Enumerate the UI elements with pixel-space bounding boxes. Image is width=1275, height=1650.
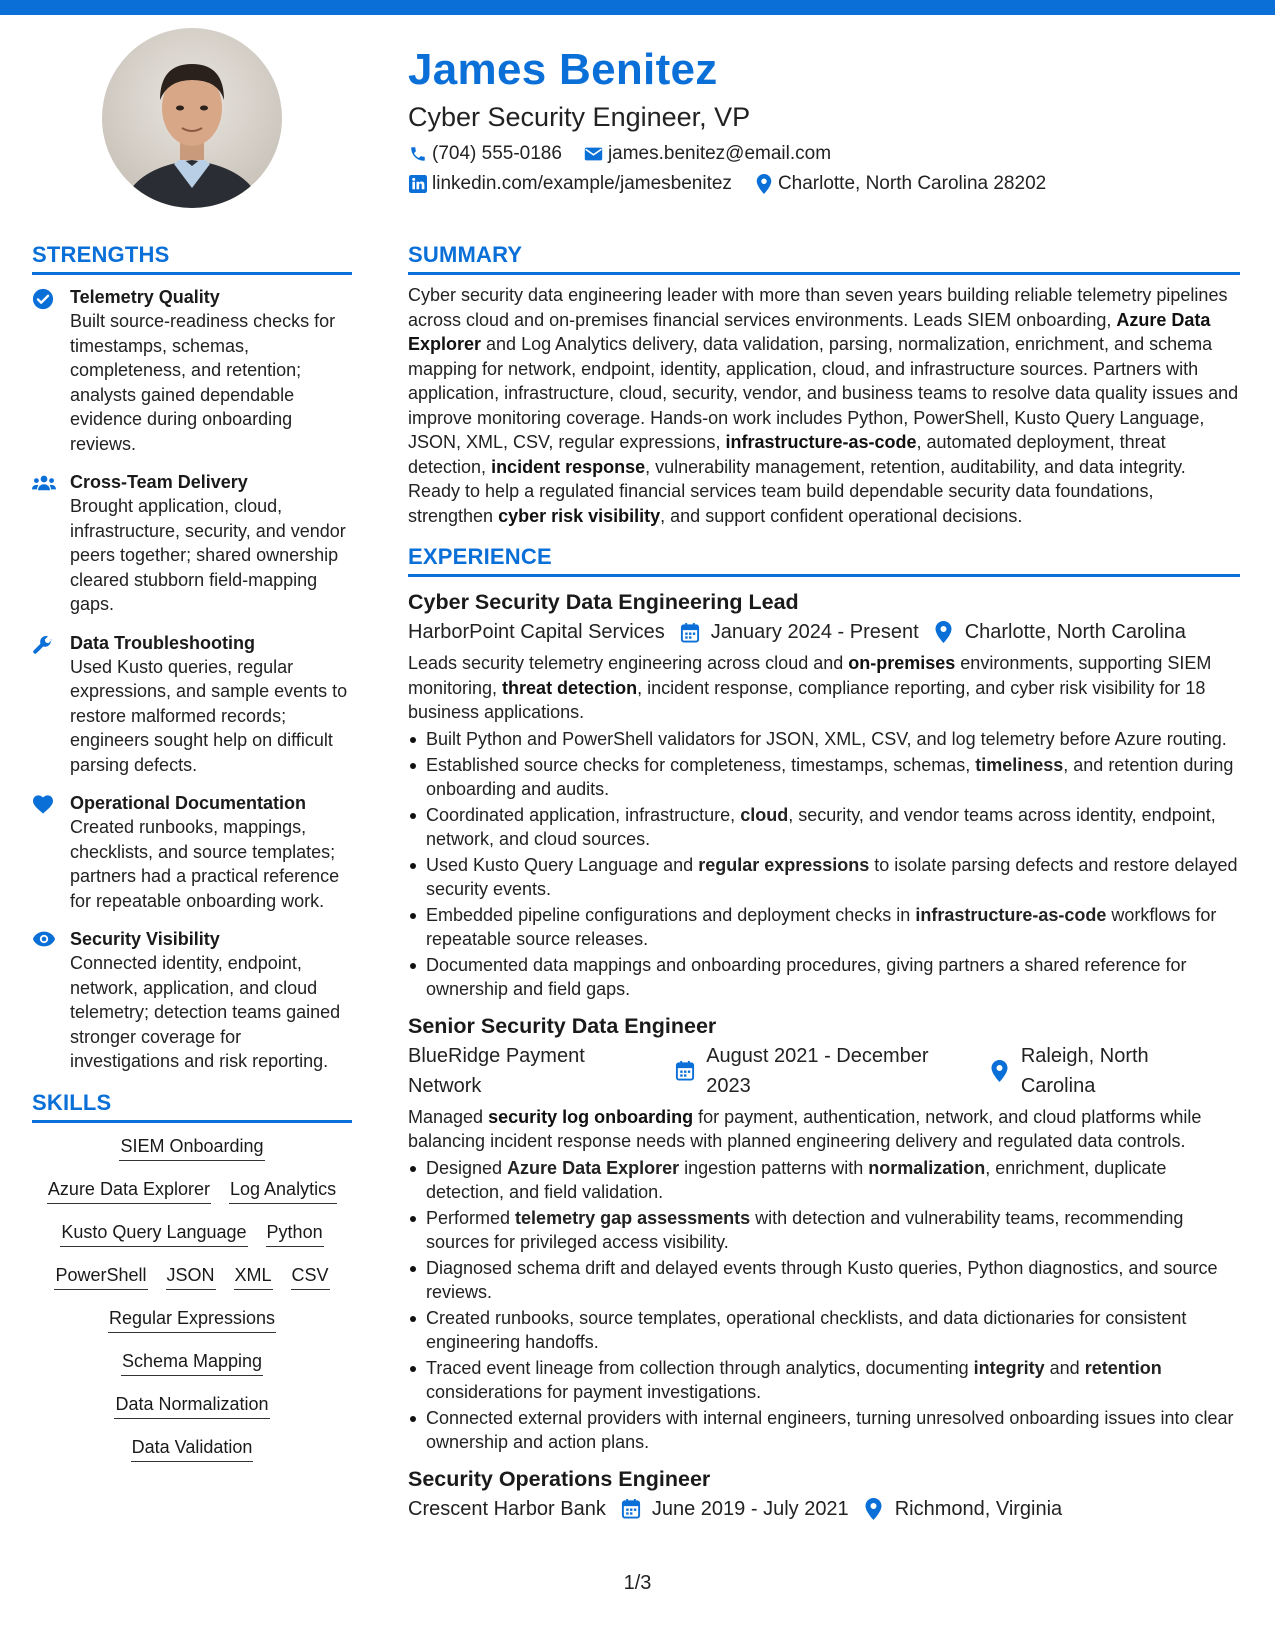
skill-tag: CSV bbox=[291, 1262, 330, 1290]
skill-tag: Regular Expressions bbox=[108, 1305, 276, 1333]
linkedin-icon bbox=[408, 174, 428, 194]
text-run: Built Python and PowerShell validators for JSON, XML, CSV, and log telemetry before Azure routing. bbox=[426, 728, 1227, 749]
strength-item bbox=[32, 927, 352, 1074]
strength-body bbox=[70, 631, 352, 778]
bullet-item bbox=[408, 753, 1240, 801]
job-location-item bbox=[863, 1494, 1063, 1524]
text-run: Performed bbox=[426, 1207, 516, 1228]
strengths-heading: STRENGTHS bbox=[32, 240, 352, 275]
text-run: to isolate parsing defects and restore delayed security events. bbox=[426, 854, 1238, 899]
job-location: Charlotte, North Carolina bbox=[964, 621, 1186, 643]
text-run: Diagnosed schema drift and delayed events through Kusto queries, Python diagnostics, and source reviews. bbox=[426, 1257, 1218, 1302]
top-accent-bar bbox=[0, 0, 1275, 15]
skill-tag: PowerShell bbox=[54, 1262, 147, 1290]
skill-tag: Log Analytics bbox=[229, 1176, 337, 1204]
text-run: Cyber security data engineering leader with more than seven years building reliable telemetry pipelines across cloud and on-premises financial services environments. Leads SIEM onboarding, bbox=[408, 285, 1228, 330]
strength-body bbox=[70, 470, 352, 617]
skill-tag: Kusto Query Language bbox=[60, 1219, 247, 1247]
phone-text: (704) 555-0186 bbox=[432, 143, 562, 164]
map-pin-icon bbox=[933, 621, 955, 643]
job-location: Richmond, Virginia bbox=[894, 1497, 1063, 1520]
text-run: environments, supporting SIEM monitoring, bbox=[408, 653, 1212, 698]
job-meta bbox=[408, 1494, 1240, 1524]
company-name: BlueRidge Payment Network bbox=[408, 1044, 585, 1097]
bullet-item bbox=[408, 727, 1240, 751]
company-name: HarborPoint Capital Services bbox=[408, 621, 665, 643]
page-number: 1/3 bbox=[623, 1572, 652, 1594]
strength-description: Brought application, cloud, infrastructure, security, and vendor peers together; shared ownership cleared stubborn field-mapping gaps. bbox=[70, 496, 346, 614]
bold-text: infrastructure-as-code bbox=[915, 904, 1107, 925]
company-name: Crescent Harbor Bank bbox=[408, 1497, 606, 1520]
strength-item bbox=[32, 285, 352, 456]
text-run: Leads security telemetry engineering across cloud and bbox=[408, 653, 849, 673]
text-run: Created runbooks, source templates, operational checklists, and data dictionaries for consistent engineering handoffs. bbox=[426, 1307, 1187, 1352]
heart-icon bbox=[32, 791, 70, 913]
job-title: Senior Security Data Engineer bbox=[408, 1013, 717, 1038]
jobs-list bbox=[408, 587, 1240, 1524]
strength-name: Operational Documentation bbox=[70, 793, 307, 813]
location-item bbox=[754, 172, 1046, 196]
strength-name: Security Visibility bbox=[70, 929, 220, 949]
bold-text: telemetry gap assessments bbox=[515, 1207, 751, 1228]
strength-description: Created runbooks, mappings, checklists, and source templates; partners had a practical reference for repeatable onboarding work. bbox=[70, 817, 340, 911]
bold-text: normalization bbox=[868, 1157, 986, 1178]
map-pin-icon bbox=[989, 1060, 1011, 1082]
job-location: Raleigh, North Carolina bbox=[1020, 1044, 1149, 1097]
text-run: and bbox=[1044, 1357, 1085, 1378]
skill-tag: JSON bbox=[166, 1262, 216, 1290]
strength-item bbox=[32, 791, 352, 913]
bullet-item bbox=[408, 1156, 1240, 1204]
strength-body bbox=[70, 791, 352, 913]
job-dates: June 2019 - July 2021 bbox=[651, 1497, 849, 1520]
skill-row bbox=[32, 1219, 352, 1247]
profile-photo-image bbox=[102, 28, 282, 208]
strength-name: Cross-Team Delivery bbox=[70, 472, 248, 492]
bold-text: incident response bbox=[491, 456, 646, 477]
text-run: Established source checks for completeness, timestamps, schemas, bbox=[426, 754, 976, 775]
bold-text: Azure Data Explorer bbox=[507, 1157, 680, 1178]
bullet-item bbox=[408, 853, 1240, 901]
bullet-item bbox=[408, 1206, 1240, 1254]
text-run: Connected external providers with internal engineers, turning unresolved onboarding issues into clear ownership and action plans. bbox=[426, 1407, 1234, 1452]
text-run: for payment, authentication, network, and cloud platforms while balancing incident response needs with planned engineering delivery and regulated data controls. bbox=[408, 1106, 1202, 1151]
bullet-item bbox=[408, 803, 1240, 851]
text-run: , incident response, compliance reporting, and cyber risk visibility for 18 business applications. bbox=[408, 677, 1206, 722]
job-intro bbox=[408, 651, 1240, 725]
bold-text: cyber risk visibility bbox=[498, 505, 661, 526]
job-title: Cyber Security Data Engineering Lead bbox=[408, 590, 799, 614]
profile-photo bbox=[102, 28, 282, 208]
job-meta bbox=[408, 617, 1240, 647]
eye-icon bbox=[32, 927, 70, 1074]
text-run: workflows for repeatable source releases. bbox=[426, 904, 1217, 949]
skill-tag: Data Normalization bbox=[114, 1391, 269, 1419]
map-pin-icon bbox=[863, 1498, 885, 1520]
strength-description: Used Kusto queries, regular expressions, and sample events to restore malformed records; engineers sought help on difficult parsing defects. bbox=[70, 656, 348, 775]
text-run: Documented data mappings and onboarding procedures, giving partners a shared reference for ownership and field gaps. bbox=[426, 954, 1187, 999]
summary-text bbox=[408, 283, 1240, 528]
strength-body bbox=[70, 285, 352, 456]
strength-description: Built source-readiness checks for timestamps, schemas, completeness, and retention; analysts gained dependable evidence during onboarding reviews. bbox=[70, 311, 336, 454]
job-bullets bbox=[408, 727, 1240, 1001]
summary-heading: SUMMARY bbox=[408, 240, 1240, 275]
job-intro bbox=[408, 1105, 1240, 1154]
bullet-item bbox=[408, 903, 1240, 951]
email-item[interactable] bbox=[584, 142, 831, 166]
skills-heading: SKILLS bbox=[32, 1088, 352, 1123]
text-run: Designed bbox=[426, 1157, 508, 1178]
contact-row-2 bbox=[408, 172, 1248, 196]
strength-name: Data Troubleshooting bbox=[70, 632, 256, 653]
bullet-item bbox=[408, 1306, 1240, 1354]
candidate-name: James Benitez bbox=[408, 45, 718, 94]
skills-list bbox=[32, 1133, 352, 1462]
text-run: , and retention during onboarding and audits. bbox=[426, 754, 1234, 799]
bold-text: cloud bbox=[740, 804, 789, 825]
text-run: Used Kusto Query Language and bbox=[426, 854, 699, 875]
location-text: Charlotte, North Carolina 28202 bbox=[777, 173, 1047, 194]
bold-text: Azure Data Explorer bbox=[408, 309, 1211, 354]
wrench-icon bbox=[32, 631, 70, 778]
text-run: Embedded pipeline configurations and deployment checks in bbox=[426, 904, 916, 925]
envelope-icon bbox=[584, 144, 604, 164]
text-run: , and support confident operational decisions. bbox=[660, 505, 1023, 526]
job-entry bbox=[408, 587, 1240, 1001]
text-run: with detection and vulnerability teams, recommending sources for privileged access visibility. bbox=[426, 1207, 1184, 1252]
bold-text: regular expressions bbox=[698, 854, 870, 875]
job-entry bbox=[408, 1464, 1240, 1524]
bold-text: on-premises bbox=[848, 653, 956, 673]
job-location-item bbox=[989, 1041, 1226, 1101]
calendar-icon bbox=[679, 621, 701, 643]
bold-text: infrastructure-as-code bbox=[725, 432, 917, 452]
calendar-icon bbox=[620, 1498, 642, 1520]
bold-text: timeliness bbox=[975, 754, 1064, 775]
left-column bbox=[32, 240, 352, 1477]
job-location-item bbox=[933, 617, 1186, 647]
text-run: , automated deployment, threat detection, bbox=[408, 432, 1166, 477]
linkedin-text: linkedin.com/example/jamesbenitez bbox=[432, 173, 732, 194]
text-run: Managed bbox=[408, 1106, 489, 1127]
text-run: , enrichment, duplicate detection, and field validation. bbox=[426, 1157, 1167, 1202]
company-item bbox=[408, 1041, 661, 1101]
strength-item bbox=[32, 631, 352, 778]
experience-heading: EXPERIENCE bbox=[408, 542, 1240, 577]
phone-item bbox=[408, 142, 562, 166]
strength-body bbox=[70, 927, 352, 1074]
dates-item bbox=[620, 1494, 849, 1524]
text-run: Coordinated application, infrastructure, bbox=[426, 804, 741, 825]
calendar-icon bbox=[675, 1060, 697, 1082]
skill-row bbox=[32, 1434, 352, 1462]
dates-item bbox=[675, 1041, 976, 1101]
strength-description: Connected identity, endpoint, network, application, and cloud telemetry; detection teams gained stronger coverage for investigations and risk reporting. bbox=[70, 953, 341, 1071]
check-circle-icon bbox=[32, 285, 70, 456]
bold-text: integrity bbox=[973, 1357, 1045, 1378]
map-pin-icon bbox=[754, 174, 774, 194]
skill-row bbox=[32, 1133, 352, 1161]
text-run: considerations for payment investigations. bbox=[426, 1381, 762, 1402]
job-title: Security Operations Engineer bbox=[408, 1466, 711, 1491]
text-run: ingestion patterns with bbox=[679, 1157, 869, 1178]
phone-icon bbox=[408, 144, 428, 164]
bullet-item bbox=[408, 1356, 1240, 1404]
strengths-list bbox=[32, 285, 352, 1074]
job-dates: August 2021 - December 2023 bbox=[706, 1044, 929, 1097]
company-item bbox=[408, 617, 665, 647]
skill-tag: Schema Mapping bbox=[121, 1348, 263, 1376]
strength-name: Telemetry Quality bbox=[70, 287, 220, 307]
dates-item bbox=[679, 617, 919, 647]
users-icon bbox=[32, 470, 70, 617]
text-run: and Log Analytics delivery, data validation, parsing, normalization, enrichment, and schema mapping for network, endpoint, identity, application, cloud, and infrastructure sources. Partners with application, infrastructure, cloud, security, vendor, and business teams to resolve data quality issues and improve monitoring coverage. Hands-on work includes Python, PowerShell, Kusto Query Language, JSON, XML, CSV, regular expressions, bbox=[408, 334, 1239, 452]
skill-tag: Python bbox=[266, 1219, 324, 1247]
bold-text: threat detection bbox=[502, 677, 638, 698]
strength-item bbox=[32, 470, 352, 617]
skill-row bbox=[32, 1391, 352, 1419]
linkedin-item[interactable] bbox=[408, 172, 732, 196]
job-dates: January 2024 - Present bbox=[710, 621, 919, 643]
skill-row bbox=[32, 1262, 352, 1290]
resume-header bbox=[408, 40, 1248, 196]
skill-tag: Data Validation bbox=[131, 1434, 254, 1462]
text-run: , vulnerability management, retention, auditability, and data integrity. Ready to help a regulated financial services team build dependable security data foundations, strengthen bbox=[408, 456, 1186, 526]
text-run: Traced event lineage from collection through analytics, documenting bbox=[426, 1357, 974, 1378]
skill-tag: Azure Data Explorer bbox=[47, 1176, 211, 1204]
bold-text: retention bbox=[1084, 1357, 1162, 1378]
skill-tag: SIEM Onboarding bbox=[119, 1133, 264, 1161]
email-text: james.benitez@email.com bbox=[607, 143, 832, 164]
skill-row bbox=[32, 1348, 352, 1376]
text-run: , security, and vendor teams across identity, endpoint, network, and cloud sources. bbox=[426, 804, 1216, 849]
bullet-item bbox=[408, 1256, 1240, 1304]
job-meta bbox=[408, 1041, 1240, 1101]
skill-row bbox=[32, 1305, 352, 1333]
job-entry bbox=[408, 1011, 1240, 1454]
job-bullets bbox=[408, 1156, 1240, 1454]
company-item bbox=[408, 1494, 606, 1524]
skill-row bbox=[32, 1176, 352, 1204]
candidate-title: Cyber Security Engineer, VP bbox=[408, 102, 751, 132]
bold-text: security log onboarding bbox=[488, 1106, 694, 1127]
bullet-item bbox=[408, 1406, 1240, 1454]
contact-row-1 bbox=[408, 142, 1248, 166]
right-column bbox=[408, 240, 1240, 1528]
bullet-item bbox=[408, 953, 1240, 1001]
skill-tag: XML bbox=[234, 1262, 273, 1290]
